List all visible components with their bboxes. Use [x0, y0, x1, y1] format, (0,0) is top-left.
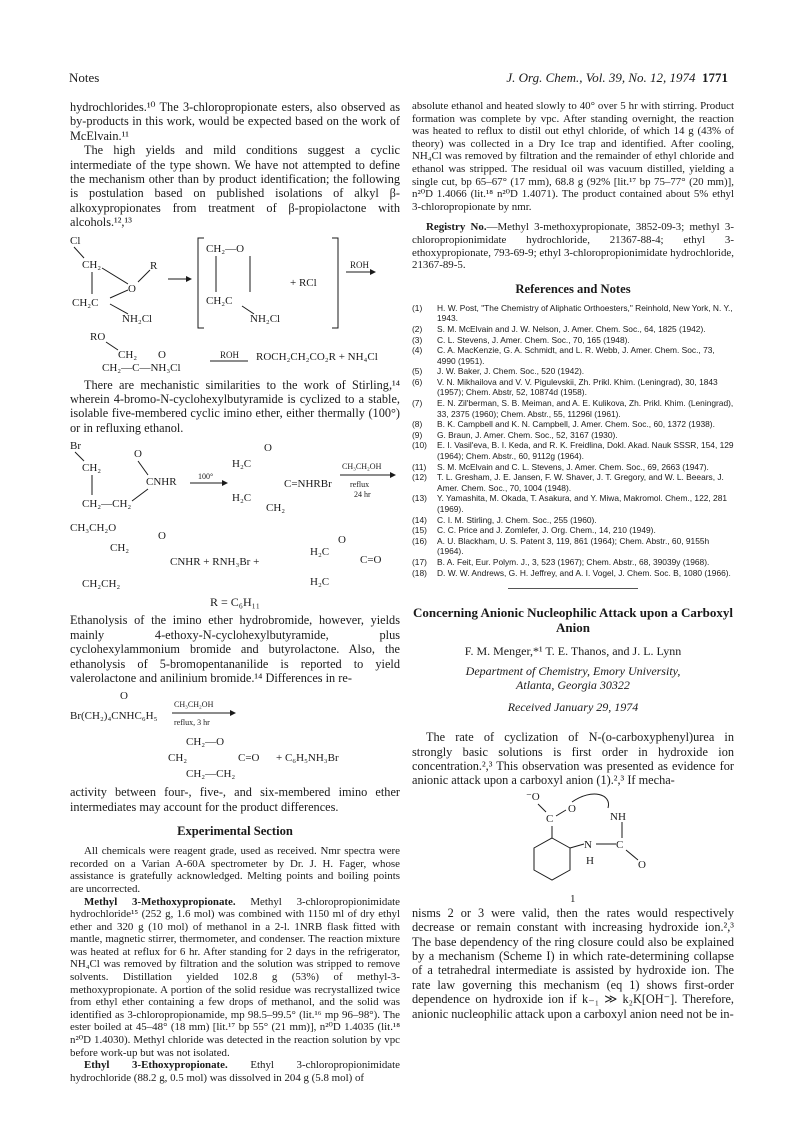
experimental-continued: absolute ethanol and heated slowly to 40° over 5 hr with stirring. Product formation was complete by vpc. After standing overnight, the reaction was heated to reflux to distil out ethyl chloride, of which 14 g (43% of theory) was collected in a Dry Ice trap and identified. After cooling, NH₄Cl was removed by filtration and the remainder of ethyl chloride and ethanol was stripped. The residual oil was vacuum distilled, yielding a single cut, bp 65–67° (17 mm), 68.8 g (92% [lit.¹⁷ bp 75–77° (20 mm)], n²⁰D 1.4066 (lit.¹⁸ n²⁰D 1.4071). The product contained about 5% ethyl 3-chloropropionate by nmr.	[412, 100, 734, 213]
s2-lactone-o: O	[338, 534, 346, 547]
fig1-nh: NH	[610, 810, 626, 823]
s2-time: 24 hr	[354, 490, 371, 500]
reference-item	[412, 419, 734, 430]
scheme-cyclic-intermediate	[70, 234, 400, 362]
s1-roh2: ROH	[220, 349, 240, 360]
reference-number: (5)	[412, 366, 423, 377]
right-column	[412, 100, 734, 1021]
s3-ring-bot: CH₂—CH₂	[186, 768, 236, 781]
fig1-o-minus: ⁻O	[526, 790, 540, 803]
experimental-methyl	[70, 896, 400, 1060]
reference-text: E. N. Zil'berman, S. B. Meiman, and A. E. Kulikova, Zh. Prikl. Khim. (Leningrad), 33, 2375 (1960); Chem. Abstr., 55, 11296l (1961).	[437, 398, 734, 419]
s1-ch2-o: CH₂—O	[206, 242, 245, 255]
s2-h2c-c: H₂C	[310, 546, 330, 559]
s2-c-nhrbr: C=NHRBr	[284, 478, 332, 491]
registry-title: Registry No.	[426, 221, 487, 234]
affiliation-line-1: Department of Chemistry, Emory University,	[465, 664, 681, 679]
reference-text: J. W. Baker, J. Chem. Soc., 520 (1942).	[437, 366, 585, 377]
reference-list	[412, 303, 734, 578]
reference-number: (9)	[412, 429, 423, 440]
reference-item	[412, 557, 734, 568]
article-divider	[508, 588, 638, 589]
running-head-journal	[506, 70, 728, 86]
s2-reagent: CH₃CH₂OH	[342, 462, 382, 472]
reference-item	[412, 515, 734, 526]
reference-number: (7)	[412, 398, 423, 409]
experimental-general: All chemicals were reagent grade, used as received. Nmr spectra were recorded on a Varian A-60A spectrometer by Dr. J. H. Fager, whose assistance is gratefully acknowledged. Melting points and boiling points are uncorrected.	[70, 845, 400, 895]
paragraph-2: The high yields and mild conditions suggest a cyclic intermediate of the type shown. We have not attempted to define the mechanism other than by product identification; the following is postulation based on published isolations of alkyl β-alkoxypropionates from treatment of β-propiolactone with alcohols.¹²,¹³	[70, 143, 400, 230]
reference-text: S. M. McElvain and C. L. Stevens, J. Amer. Chem. Soc., 69, 2663 (1947).	[437, 461, 709, 472]
s2-ch2-ring: CH₂	[266, 502, 286, 515]
s2-h2c-top: H₂C	[232, 458, 252, 471]
reference-item	[412, 440, 734, 461]
s2-reflux: reflux	[350, 480, 370, 490]
s2-cnhr-plus: CNHR + RNH₃Br +	[170, 556, 260, 569]
fig1-c2: C	[616, 838, 624, 851]
reference-text: B. K. Campbell and K. N. Campbell, J. Amer. Chem. Soc., 60, 1372 (1938).	[437, 419, 715, 430]
received-date: Received January 29, 1974	[507, 700, 639, 715]
s3-c-o: C=O	[238, 752, 260, 765]
fig1-o: O	[568, 802, 576, 815]
reference-text: C. I. M. Stirling, J. Chem. Soc., 255 (1960).	[437, 514, 597, 525]
s2-ch3ch2o: CH₃CH₂O	[70, 522, 117, 535]
reference-item	[412, 335, 734, 346]
s2-temp: 100°	[198, 472, 214, 482]
reference-number: (14)	[412, 514, 427, 525]
reference-text: C. A. MacKenzie, G. A. Schmidt, and L. R. Webb, J. Amer. Chem. Soc., 73, 4990 (1951).	[437, 345, 715, 366]
s3-o: O	[120, 690, 128, 703]
reference-item	[412, 536, 734, 557]
reference-item	[412, 493, 734, 514]
s2-ch2: CH₂	[82, 462, 102, 475]
reference-text: B. A. Feit, Eur. Polym. J., 3, 523 (1967); Chem. Abstr., 68, 39039y (1968).	[437, 556, 710, 567]
s1-ch2c: CH₂C	[72, 296, 99, 309]
structure-1-figure	[412, 788, 734, 906]
article-title: Concerning Anionic Nucleophilic Attack upon a Carboxyl Anion	[413, 605, 733, 636]
reference-text: C. C. Price and J. Zomlefer, J. Org. Chem., 14, 210 (1949).	[437, 525, 656, 536]
reference-number: (11)	[412, 461, 427, 472]
s2-o-b: O	[158, 530, 166, 543]
reference-text: S. M. McElvain and J. W. Nelson, J. Amer. Chem. Soc., 64, 1825 (1942).	[437, 323, 706, 334]
s2-cnhr: CNHR	[146, 476, 177, 489]
reference-item	[412, 525, 734, 536]
reference-number: (6)	[412, 376, 423, 387]
s1-nh2cl: NH₂Cl	[122, 312, 153, 325]
s1-cl: Cl	[70, 234, 81, 247]
s1-ch2: CH₂	[82, 258, 102, 271]
s2-ch2ch2-b: CH₂CH₂	[82, 578, 121, 591]
s2-ch2ch2: CH₂—CH₂	[82, 498, 132, 511]
reference-number: (4)	[412, 345, 423, 356]
paragraph-3: There are mechanistic similarities to the work of Stirling,¹⁴ wherein 4-bromo-N-cyclohexylbutyramide is cyclized to a stable, isolable five-membered cyclic imino ether, either thermally (100°) or in refluxing ethanol.	[70, 377, 400, 435]
methyl-procedure-title: Methyl 3-Methoxypropionate.	[84, 895, 236, 908]
s1-roh: ROH	[350, 259, 370, 270]
reference-number: (13)	[412, 493, 427, 504]
ethyl-procedure-title: Ethyl 3-Ethoxypropionate.	[84, 1059, 228, 1072]
s1-ro: RO	[90, 330, 106, 343]
s1-plus-rcl: + RCl	[290, 276, 317, 289]
s1-r: R	[150, 259, 158, 272]
fig1-n: N	[584, 838, 592, 851]
references-heading: References and Notes	[515, 281, 631, 296]
s1-product: ROCH₂CH₂CO₂R + NH₄Cl	[256, 350, 378, 362]
journal-citation: J. Org. Chem., Vol. 39, No. 12, 1974	[506, 70, 696, 85]
reference-number: (15)	[412, 525, 427, 536]
reference-item	[412, 303, 734, 324]
s2-c-o: C=O	[360, 554, 382, 567]
final-paragraph: nisms 2 or 3 were valid, then the rates would respectively decrease or remain constant with increasing hydroxide ion.²,³ The base dependency of the ring closure could also be explained by a mechanism (Scheme I) in which rate-determining collapse of a tetrahedral intermediate is assisted by hydroxide ion. The rate law governing this mechanism (eq 1) shows first-order dependence on hydroxide ion if k₋₁ ≫ k₂K[OH⁻]. Therefore, anionic nucleophilic attack upon a carboxyl anion need not be in-	[412, 905, 734, 1021]
reference-number: (3)	[412, 334, 423, 345]
reference-text: T. L. Gresham, J. E. Jansen, F. W. Shaver, J. T. Gregory, and W. L. Beears, J. Amer. Chem. Soc., 70, 1004 (1948).	[437, 472, 724, 493]
fig1-o2: O	[638, 858, 646, 871]
reference-item	[412, 345, 734, 366]
experimental-heading: Experimental Section	[177, 824, 293, 839]
reference-text: C. L. Stevens, J. Amer. Chem. Soc., 70, 165 (1948).	[437, 334, 630, 345]
registry-paragraph	[412, 221, 734, 271]
s1-ch2-b: CH₂	[118, 348, 138, 361]
s1-ch2c-nh3cl: CH₂—C—NH₃Cl	[102, 361, 181, 374]
s2-o-ring: O	[264, 442, 272, 455]
paragraph-5: activity between four-, five-, and six-membered imino ether intermediates may account for the product differences.	[70, 785, 400, 814]
s2-o: O	[134, 448, 142, 461]
paragraph-4: Ethanolysis of the imino ether hydrobromide, however, yields mainly 4-ethoxy-N-cyclohexylbutyramide, plus cyclohexylammonium bromide and butyrolactone. Also, the ethanolysis of 5-bromopentananilide is reported to yield valerolactone and anilinium bromide.¹⁴ Differences in re-	[70, 613, 400, 685]
reference-text: V. N. Mikhailova and V. V. Pigulevskii, Zh. Prikl. Khim. (Leningrad), 30, 1843 (1957); Chem. Abstr, 52, 10874d (1958).	[437, 376, 718, 398]
reference-number: (1)	[412, 302, 423, 313]
experimental-ethyl	[70, 1059, 400, 1084]
fig1-c: C	[546, 812, 554, 825]
s1-nh2cl-ring: NH₂Cl	[250, 312, 281, 325]
reference-item	[412, 568, 734, 579]
running-head-section: Notes	[69, 70, 100, 85]
reference-text: G. Braun, J. Amer. Chem. Soc., 52, 3167 (1930).	[437, 429, 618, 440]
s3-ring-top: CH₂—O	[186, 736, 225, 749]
reference-item	[412, 398, 734, 419]
paragraph-1: hydrochlorides.¹⁰ The 3-chloropropionate esters, also observed as by-products in this work, would be expected based on the work of McElvain.¹¹	[70, 100, 400, 143]
reference-number: (18)	[412, 567, 427, 578]
s1-ch2c-ring: CH₂C	[206, 294, 233, 307]
reference-item	[412, 430, 734, 441]
affiliation-line-2: Atlanta, Georgia 30322	[516, 678, 630, 693]
s2-h2c-d: H₂C	[310, 576, 330, 589]
reference-item	[412, 462, 734, 473]
reference-item	[412, 366, 734, 377]
reference-number: (2)	[412, 323, 423, 334]
scheme-valerolactone	[70, 689, 400, 781]
ethyl-procedure-text: Ethyl 3-chloropropionimidate hydrochloride (88.2 g, 0.5 mol) was dissolved in 204 g (5.8 mol) of	[70, 1059, 400, 1084]
reference-text: A. U. Blackham, U. S. Patent 3, 119, 861 (1964); Chem. Abstr., 60, 9155h (1964).	[437, 535, 710, 557]
left-column	[70, 100, 400, 1084]
reference-text: H. W. Post, "The Chemistry of Aliphatic Orthoesters," Reinhold, New York, N. Y., 1943.	[437, 302, 733, 324]
s2-h2c-bot: H₂C	[232, 492, 252, 505]
s3-ch2-left: CH₂	[168, 752, 188, 765]
s2-br: Br	[70, 440, 81, 453]
fig1-h: H	[586, 854, 594, 867]
reference-text: Y. Yamashita, M. Okada, T. Asakura, and Y. Miwa, Makromol. Chem., 122, 281 (1969).	[437, 493, 728, 514]
reference-item	[412, 472, 734, 493]
intro-paragraph: The rate of cyclization of N-(o-carboxyphenyl)urea in strongly basic solutions is first order in hydroxide ion concentration.²,³ This observation was presented as evidence for anionic attack upon a carboxyl anion (1).²,³ If mecha-	[412, 730, 734, 788]
s2-ch2-b: CH₂	[110, 542, 130, 555]
reference-number: (8)	[412, 419, 423, 430]
reference-number: (17)	[412, 556, 427, 567]
fig1-label: 1	[570, 892, 576, 905]
author-line: F. M. Menger,*¹ T. E. Thanos, and J. L. Lynn	[464, 644, 682, 659]
registry-text: —Methyl 3-methoxypropionate, 3852-09-3; methyl 3-chloropropionimidate hydrochloride, 21367-88-4; ethyl 3-ethoxypropionate, 793-69-9; ethyl 3-chloropropionimidate hydrochloride, 21367-89-5.	[412, 221, 735, 272]
reference-text: D. W. W. Andrews, G. H. Jeffrey, and A. I. Vogel, J. Chem. Soc. B, 1080 (1966).	[437, 567, 731, 578]
s3-reagent: CH₃CH₂OH	[174, 700, 214, 710]
s1-o: O	[128, 282, 136, 295]
page-number: 1771	[702, 70, 728, 85]
reference-number: (12)	[412, 472, 427, 483]
reference-item	[412, 377, 734, 398]
s3-reactant: Br(CH₂)₄CNHC₆H₅	[70, 710, 158, 723]
methyl-procedure-text: Methyl 3-chloropropionimidate hydrochloride¹⁵ (252 g, 1.6 mol) was combined with 1150 ml of dry ethyl ether and 320 g (10 mol) of methanol in a 2-l. 1NRB flask fitted with mantle, magnetic stirrer, thermometer, and condenser. The reaction mixture was heated at reflux for 6 hr. After standing for 2 days in the refrigerator, NH₄Cl was removed by filtration and the solution was stripped to remove solvents. Distillation yielded 102.8 g (53%) of methyl-3-methoxypropionate. A portion of the solid residue was recrystallized twice from ethyl ether containing a few drops of methanol, and the solid was identified as 3-chloropropionamide, mp 98.5–99.5° (lit.¹⁶ mp 96–98°). The ester boiled at 45–48° (18 mm) [lit.¹⁷ bp 55° (21 mm)], n²⁰D 1.4035 (lit.¹⁸ n²⁰D 1.4030). Methyl chloride was detected in the reaction solution by vpc before work-up but was not isolated.	[70, 895, 401, 1059]
s3-cond: reflux, 3 hr	[174, 718, 210, 728]
s1-o-b: O	[158, 348, 166, 361]
reference-number: (16)	[412, 535, 427, 546]
reference-number: (10)	[412, 440, 427, 451]
s3-plus-product: + C₆H₅NH₃Br	[276, 752, 339, 765]
reference-item	[412, 324, 734, 335]
reference-text: E. I. Vasil'eva, B. I. Keda, and R. K. Freidlina, Dokl. Akad. Nauk SSSR, 154, 129 (1964); Chem. Abstr., 60, 9112g (1964).	[437, 440, 734, 462]
s2-r-definition: R = C₆H₁₁	[210, 595, 260, 610]
scheme-stirling	[70, 439, 400, 591]
